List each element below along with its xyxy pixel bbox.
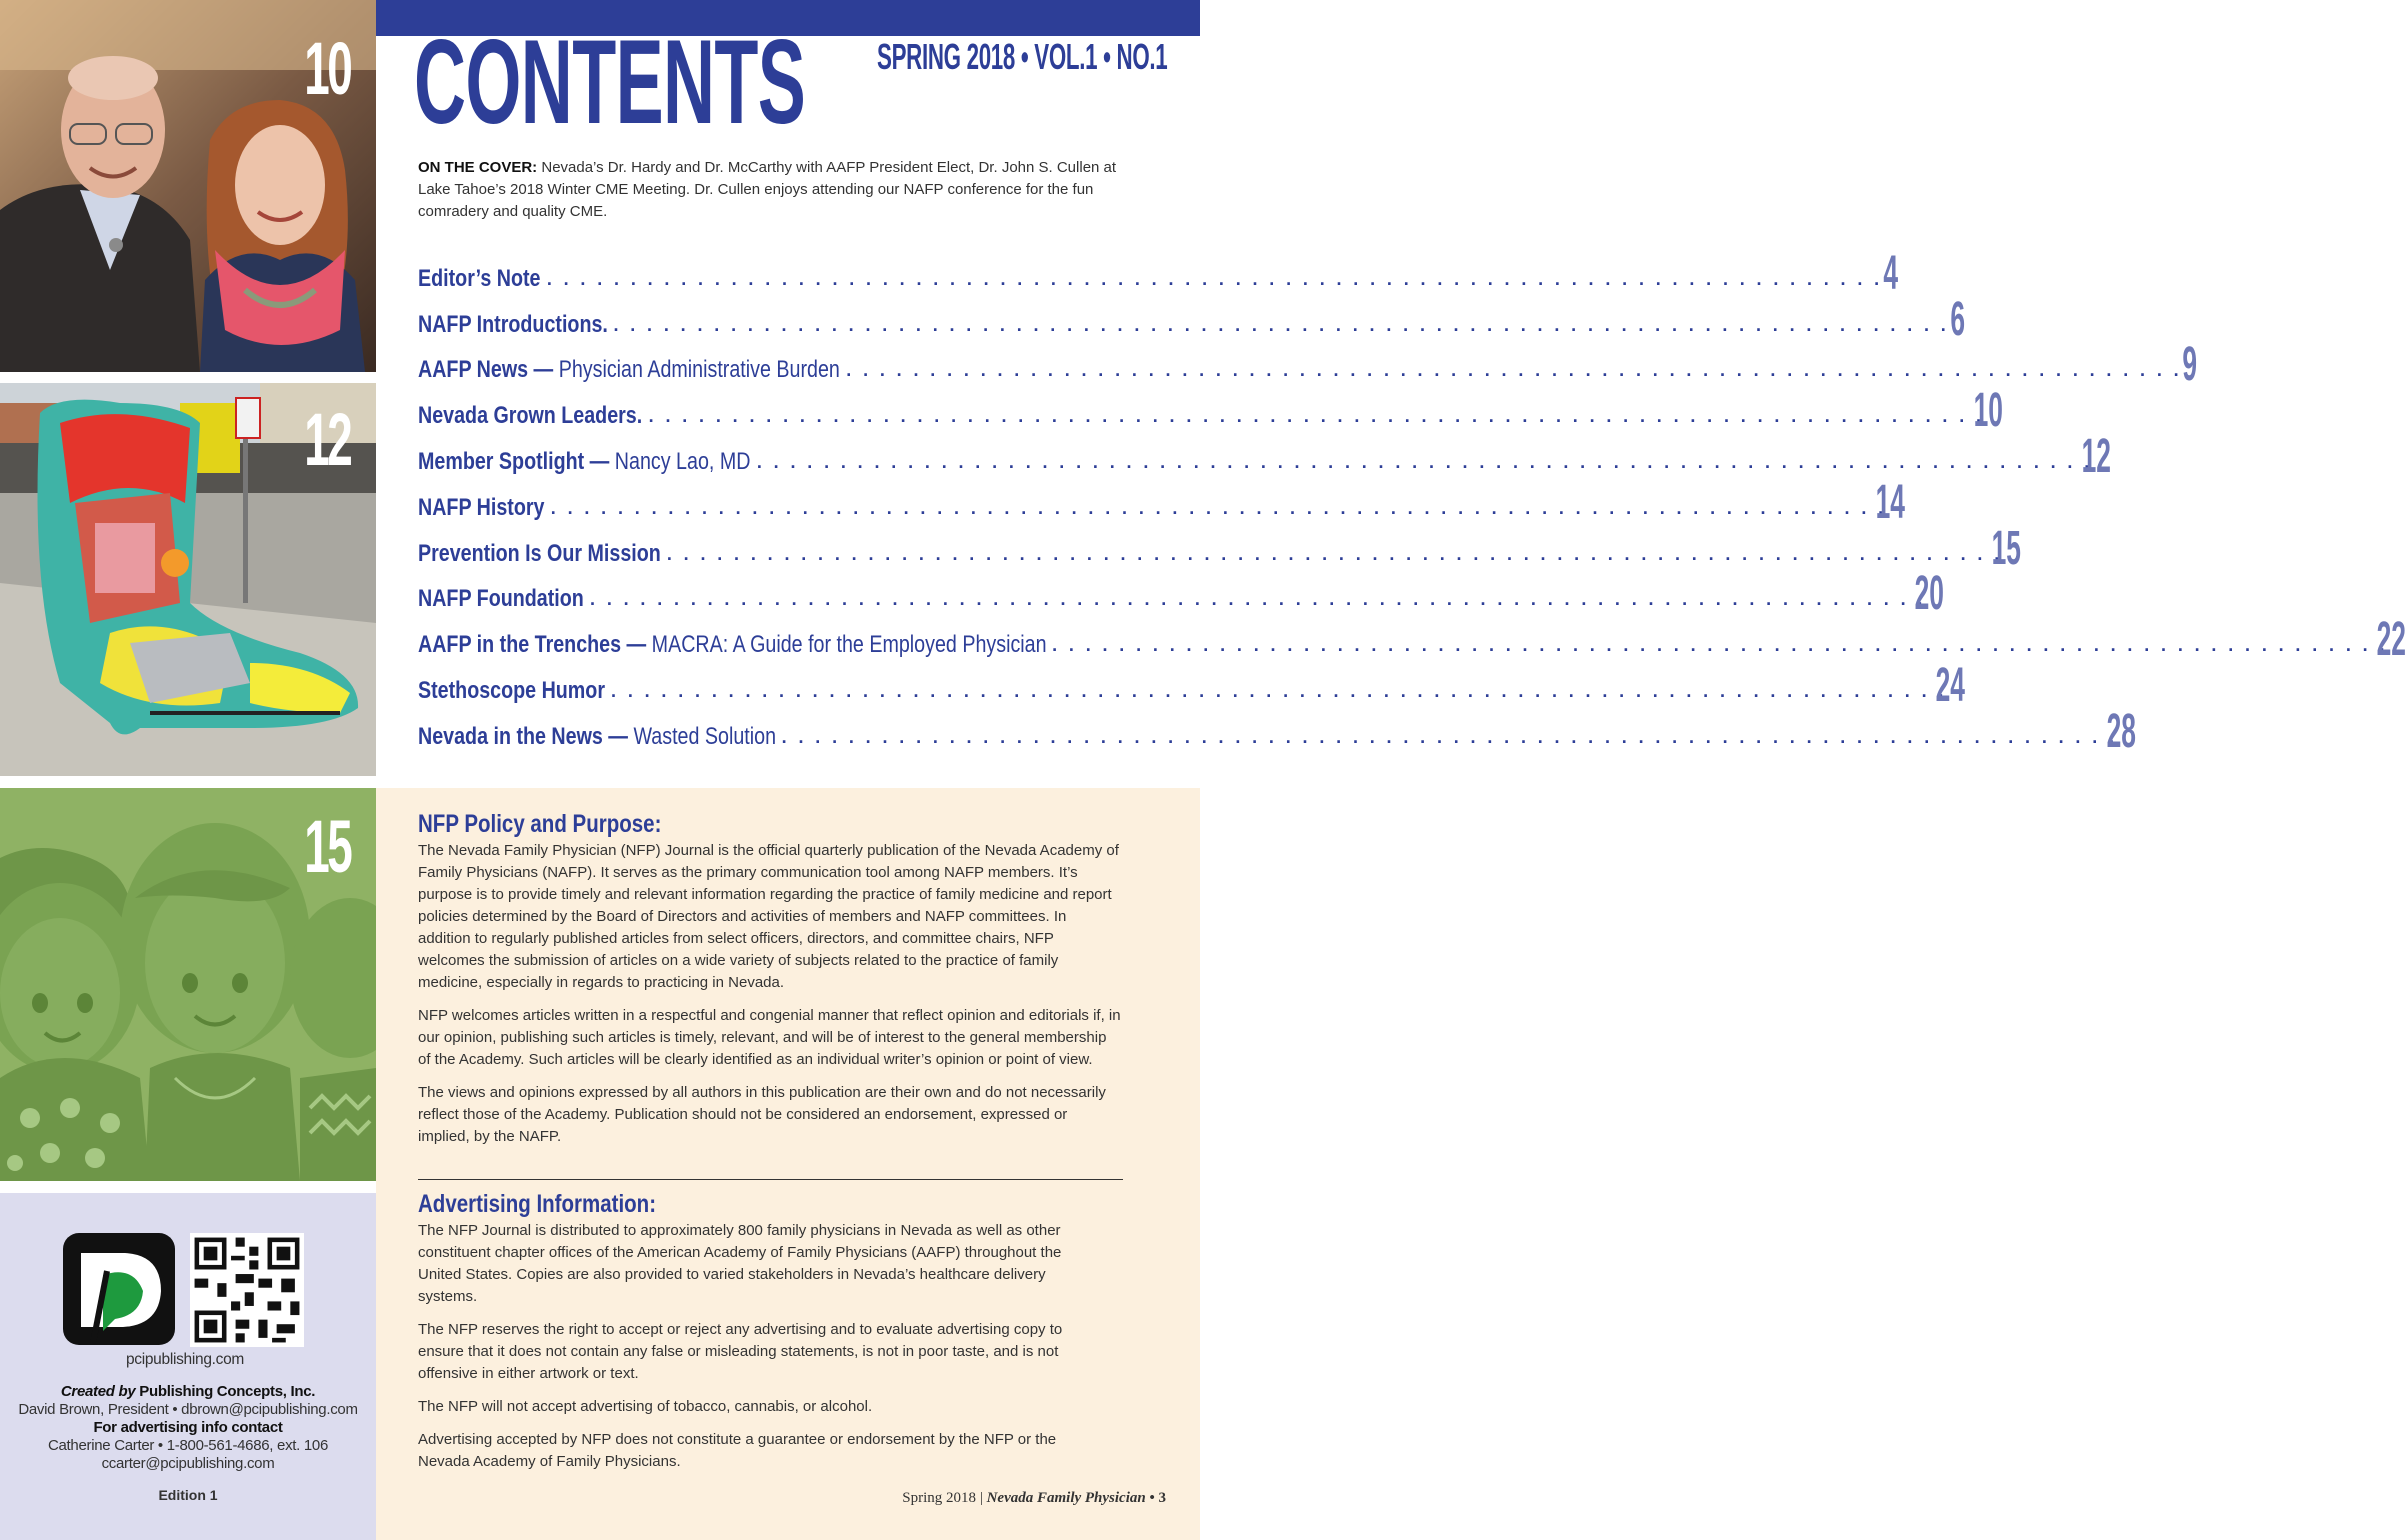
toc-entry[interactable] bbox=[418, 429, 2111, 483]
advertising-contact-heading: For advertising info contact bbox=[93, 1419, 283, 1436]
policy-heading: NFP Policy and Purpose: bbox=[418, 810, 662, 838]
cover-description bbox=[418, 157, 1138, 223]
toc-entry-title: Member Spotlight — bbox=[418, 447, 610, 475]
toc-entry-subtitle: Nancy Lao, MD bbox=[609, 447, 751, 475]
footer-season: Spring 2018 bbox=[902, 1490, 977, 1506]
toc-entry-label bbox=[418, 265, 545, 298]
page-tag-12: 12 bbox=[303, 398, 350, 481]
toc-leader-dots: . . . . . . . . . . . . . . . . . . . . . . . . . . . . . . . . . . . . . . . . . . . . . . . . . . . . . . . . . . . . . . . . . . . . . . . . . . . . . . . . bbox=[613, 314, 1950, 335]
created-by-label: Created by bbox=[60, 1383, 136, 1400]
advertising-section bbox=[418, 1190, 1078, 1484]
toc-entry-title: NAFP History bbox=[418, 493, 545, 521]
toc-entry-subtitle: MACRA: A Guide for the Employed Physician bbox=[646, 631, 1047, 659]
created-by-line bbox=[0, 1383, 376, 1401]
issue-label: SPRING 2018 • VOL.1 • NO.1 bbox=[876, 36, 1167, 77]
toc-entry-title: Editor’s Note bbox=[418, 264, 541, 292]
cover-label: ON THE COVER: bbox=[418, 159, 538, 176]
toc-entry-label bbox=[418, 585, 589, 618]
advertising-paragraph-3: The NFP will not accept advertising of tobacco, cannabis, or alcohol. bbox=[418, 1398, 873, 1415]
toc-entry-label bbox=[418, 677, 610, 710]
toc-entry[interactable] bbox=[418, 338, 2198, 392]
toc-entry[interactable] bbox=[418, 475, 1905, 529]
toc-entry-title: AAFP News — bbox=[418, 356, 554, 384]
left-column bbox=[0, 0, 376, 1540]
page-title: CONTENTS bbox=[414, 15, 806, 149]
policy-paragraph-2: NFP welcomes articles written in a respectful and congenial manner that reflect opinion and editorials if, in our opinion, publishing such articles is timely, relevant, and will be of interest to the general membership of the Academy. Such articles will be clearly identified as an individual writer’s opinion or point of view. bbox=[418, 1007, 1121, 1068]
toc-page-number: 20 bbox=[1914, 567, 1945, 621]
footer-journal: Nevada Family Physician bbox=[986, 1490, 1146, 1506]
toc-page-number: 12 bbox=[2081, 429, 2111, 483]
toc-entry-label bbox=[418, 402, 647, 435]
policy-paragraph-1: The Nevada Family Physician (NFP) Journal is the official quarterly publication of the Nevada Academy of Family Physicians (NAFP). It serves as the primary communication tool among NAFP members. It’s purpose is to provide timely and relevant information regarding the practice of family medicine and report policies determined by the Board of Directors and activities of members and NAFP committees. In addition to regularly published articles from select officers, directors, and committee chairs, NFP welcomes the submission of articles on a wide variety of subjects related to the practice of family medicine, especially in regards to practicing in Nevada. bbox=[418, 842, 1119, 991]
toc-entry[interactable] bbox=[418, 384, 2003, 438]
toc-page-number: 9 bbox=[2182, 338, 2198, 392]
page-footer bbox=[902, 1490, 1166, 1507]
toc-leader-dots: . . . . . . . . . . . . . . . . . . . . . . . . . . . . . . . . . . . . . . . . . . . . . . . . . . . . . . . . . . . . . . . . . . . . . . . . . . . . . . . . bbox=[666, 543, 2003, 564]
toc-entry[interactable] bbox=[418, 567, 1945, 621]
toc-entry-title: NAFP Foundation bbox=[418, 585, 584, 613]
toc-entry-label bbox=[418, 631, 1051, 664]
toc-leader-dots: . . . . . . . . . . . . . . . . . . . . . . . . . . . . . . . . . . . . . . . . . . . . . . . . . . . . . . . . . . . . . . . . . . . . . . . . . . . . . . . . bbox=[590, 589, 1926, 610]
contact-email[interactable]: ccarter@pcipublishing.com bbox=[101, 1455, 275, 1472]
advertising-heading: Advertising Information: bbox=[418, 1190, 657, 1218]
footer-separator: | bbox=[976, 1490, 987, 1506]
page-tag-15: 15 bbox=[303, 805, 350, 888]
toc-page-number: 4 bbox=[1883, 246, 1898, 300]
toc-entry-label bbox=[418, 311, 613, 344]
publisher-url[interactable]: pcipublishing.com bbox=[125, 1351, 245, 1368]
toc-entry[interactable] bbox=[418, 521, 2021, 575]
policy-paragraph-3: The views and opinions expressed by all authors in this publication are their own and do not necessarily reflect those of the Academy. Publication should not be considered an endorsement, expressed or implied, by the NAFP. bbox=[418, 1084, 1106, 1145]
toc-entry[interactable] bbox=[418, 292, 1965, 346]
toc-leader-dots: . . . . . . . . . . . . . . . . . . . . . . . . . . . . . . . . . . . . . . . . . . . . . . . . . . . . . . . . . . . . . . . . . . . . . . . . . . . . . . . . bbox=[648, 406, 1985, 427]
cover-photo-doctors bbox=[0, 0, 376, 372]
toc-leader-dots: . . . . . . . . . . . . . . . . . . . . . . . . . . . . . . . . . . . . . . . . . . . . . . . . . . . . . . . . . . . . . . . . . . . . . . . . . . . . . . . . bbox=[611, 680, 1947, 701]
toc-page-number: 10 bbox=[1973, 384, 2003, 438]
cover-graphic-children bbox=[0, 788, 376, 1181]
toc-entry-label bbox=[418, 494, 549, 527]
toc-page-number: 24 bbox=[1935, 658, 1966, 712]
toc-page-number: 28 bbox=[2106, 704, 2136, 758]
toc-leader-dots: . . . . . . . . . . . . . . . . . . . . . . . . . . . . . . . . . . . . . . . . . . . . . . . . . . . . . . . . . . . . . . . . . . . . . . . . . . . . . . . . bbox=[550, 497, 1887, 518]
table-of-contents bbox=[418, 246, 2406, 758]
toc-entry-subtitle: Wasted Solution bbox=[627, 722, 777, 750]
edition-label: Edition 1 bbox=[158, 1487, 218, 1503]
publisher-credit-panel bbox=[0, 1193, 376, 1540]
toc-entry[interactable] bbox=[418, 613, 2406, 667]
footer-page-number: • 3 bbox=[1145, 1490, 1166, 1506]
cover-photo-boot-sculpture bbox=[0, 383, 376, 776]
qr-code-icon[interactable] bbox=[190, 1233, 304, 1347]
toc-page-number: 6 bbox=[1949, 292, 1965, 346]
toc-leader-dots: . . . . . . . . . . . . . . . . . . . . . . . . . . . . . . . . . . . . . . . . . . . . . . . . . . . . . . . . . . . . . . . . . . . . . . . . . . . . . . . . bbox=[546, 268, 1883, 289]
toc-entry-label bbox=[418, 356, 845, 389]
pci-logo-icon bbox=[63, 1233, 175, 1345]
toc-entry-title: Nevada Grown Leaders. bbox=[418, 402, 643, 430]
toc-entry-label bbox=[418, 723, 781, 756]
advertising-paragraph-1: The NFP Journal is distributed to approximately 800 family physicians in Nevada as well as other constituent chapter offices of the American Academy of Family Physicians (AAFP) throughout the United States. Copies are also provided to varied stakeholders in Nevada’s healthcare delivery systems. bbox=[418, 1222, 1062, 1305]
page-tag-10: 10 bbox=[303, 27, 350, 110]
president-line: David Brown, President • dbrown@pcipublishing.com bbox=[18, 1401, 358, 1418]
toc-entry-title: NAFP Introductions. bbox=[418, 310, 608, 338]
section-divider bbox=[418, 1179, 1123, 1180]
toc-entry-label bbox=[418, 540, 666, 573]
publisher-company: Publishing Concepts, Inc. bbox=[135, 1383, 316, 1400]
publisher-credits bbox=[0, 1383, 376, 1473]
toc-leader-dots: . . . . . . . . . . . . . . . . . . . . . . . . . . . . . . . . . . . . . . . . . . . . . . . . . . . . . . . . . . . . . . . . . . . . . . . . . . . . . . . . bbox=[756, 451, 2093, 472]
toc-entry-subtitle: Physician Administrative Burden bbox=[553, 356, 840, 384]
toc-entry-title: Stethoscope Humor bbox=[418, 676, 605, 704]
toc-entry[interactable] bbox=[418, 704, 2136, 758]
toc-leader-dots: . . . . . . . . . . . . . . . . . . . . . . . . . . . . . . . . . . . . . . . . . . . . . . . . . . . . . . . . . . . . . . . . . . . . . . . . . . . . . . . . bbox=[1052, 635, 2388, 656]
cover-text: Nevada’s Dr. Hardy and Dr. McCarthy with AAFP President Elect, Dr. John S. Cullen at Lake Tahoe’s 2018 Winter CME Meeting. Dr. Cullen enjoys attending our NAFP conference for the fun comradery and quality CME. bbox=[418, 159, 1117, 220]
toc-leader-dots: . . . . . . . . . . . . . . . . . . . . . . . . . . . . . . . . . . . . . . . . . . . . . . . . . . . . . . . . . . . . . . . . . . . . . . . . . . . . . . . . bbox=[846, 360, 2183, 381]
toc-entry-title: Prevention Is Our Mission bbox=[418, 539, 661, 567]
toc-entry-title: AAFP in the Trenches — bbox=[418, 631, 647, 659]
toc-entry-title: Nevada in the News — bbox=[418, 722, 628, 750]
toc-page-number: 22 bbox=[2376, 613, 2406, 667]
toc-entry[interactable] bbox=[418, 658, 1966, 712]
toc-page-number: 15 bbox=[1991, 521, 2021, 575]
toc-page-number: 14 bbox=[1875, 475, 1905, 529]
toc-entry-label bbox=[418, 448, 755, 481]
policy-section bbox=[418, 810, 1123, 1159]
toc-leader-dots: . . . . . . . . . . . . . . . . . . . . . . . . . . . . . . . . . . . . . . . . . . . . . . . . . . . . . . . . . . . . . . . . . . . . . . . . . . . . . . . . bbox=[781, 726, 2118, 747]
toc-entry[interactable] bbox=[418, 246, 1898, 300]
advertising-paragraph-4: Advertising accepted by NFP does not constitute a guarantee or endorsement by the NFP or the Nevada Academy of Family Physicians. bbox=[418, 1431, 1057, 1470]
advertising-paragraph-2: The NFP reserves the right to accept or reject any advertising and to evaluate advertising copy to ensure that it does not contain any false or misleading statements, is not in poor taste, and is not offensive in either artwork or text. bbox=[418, 1321, 1063, 1382]
contact-line: Catherine Carter • 1-800-561-4686, ext. 106 bbox=[47, 1437, 329, 1454]
